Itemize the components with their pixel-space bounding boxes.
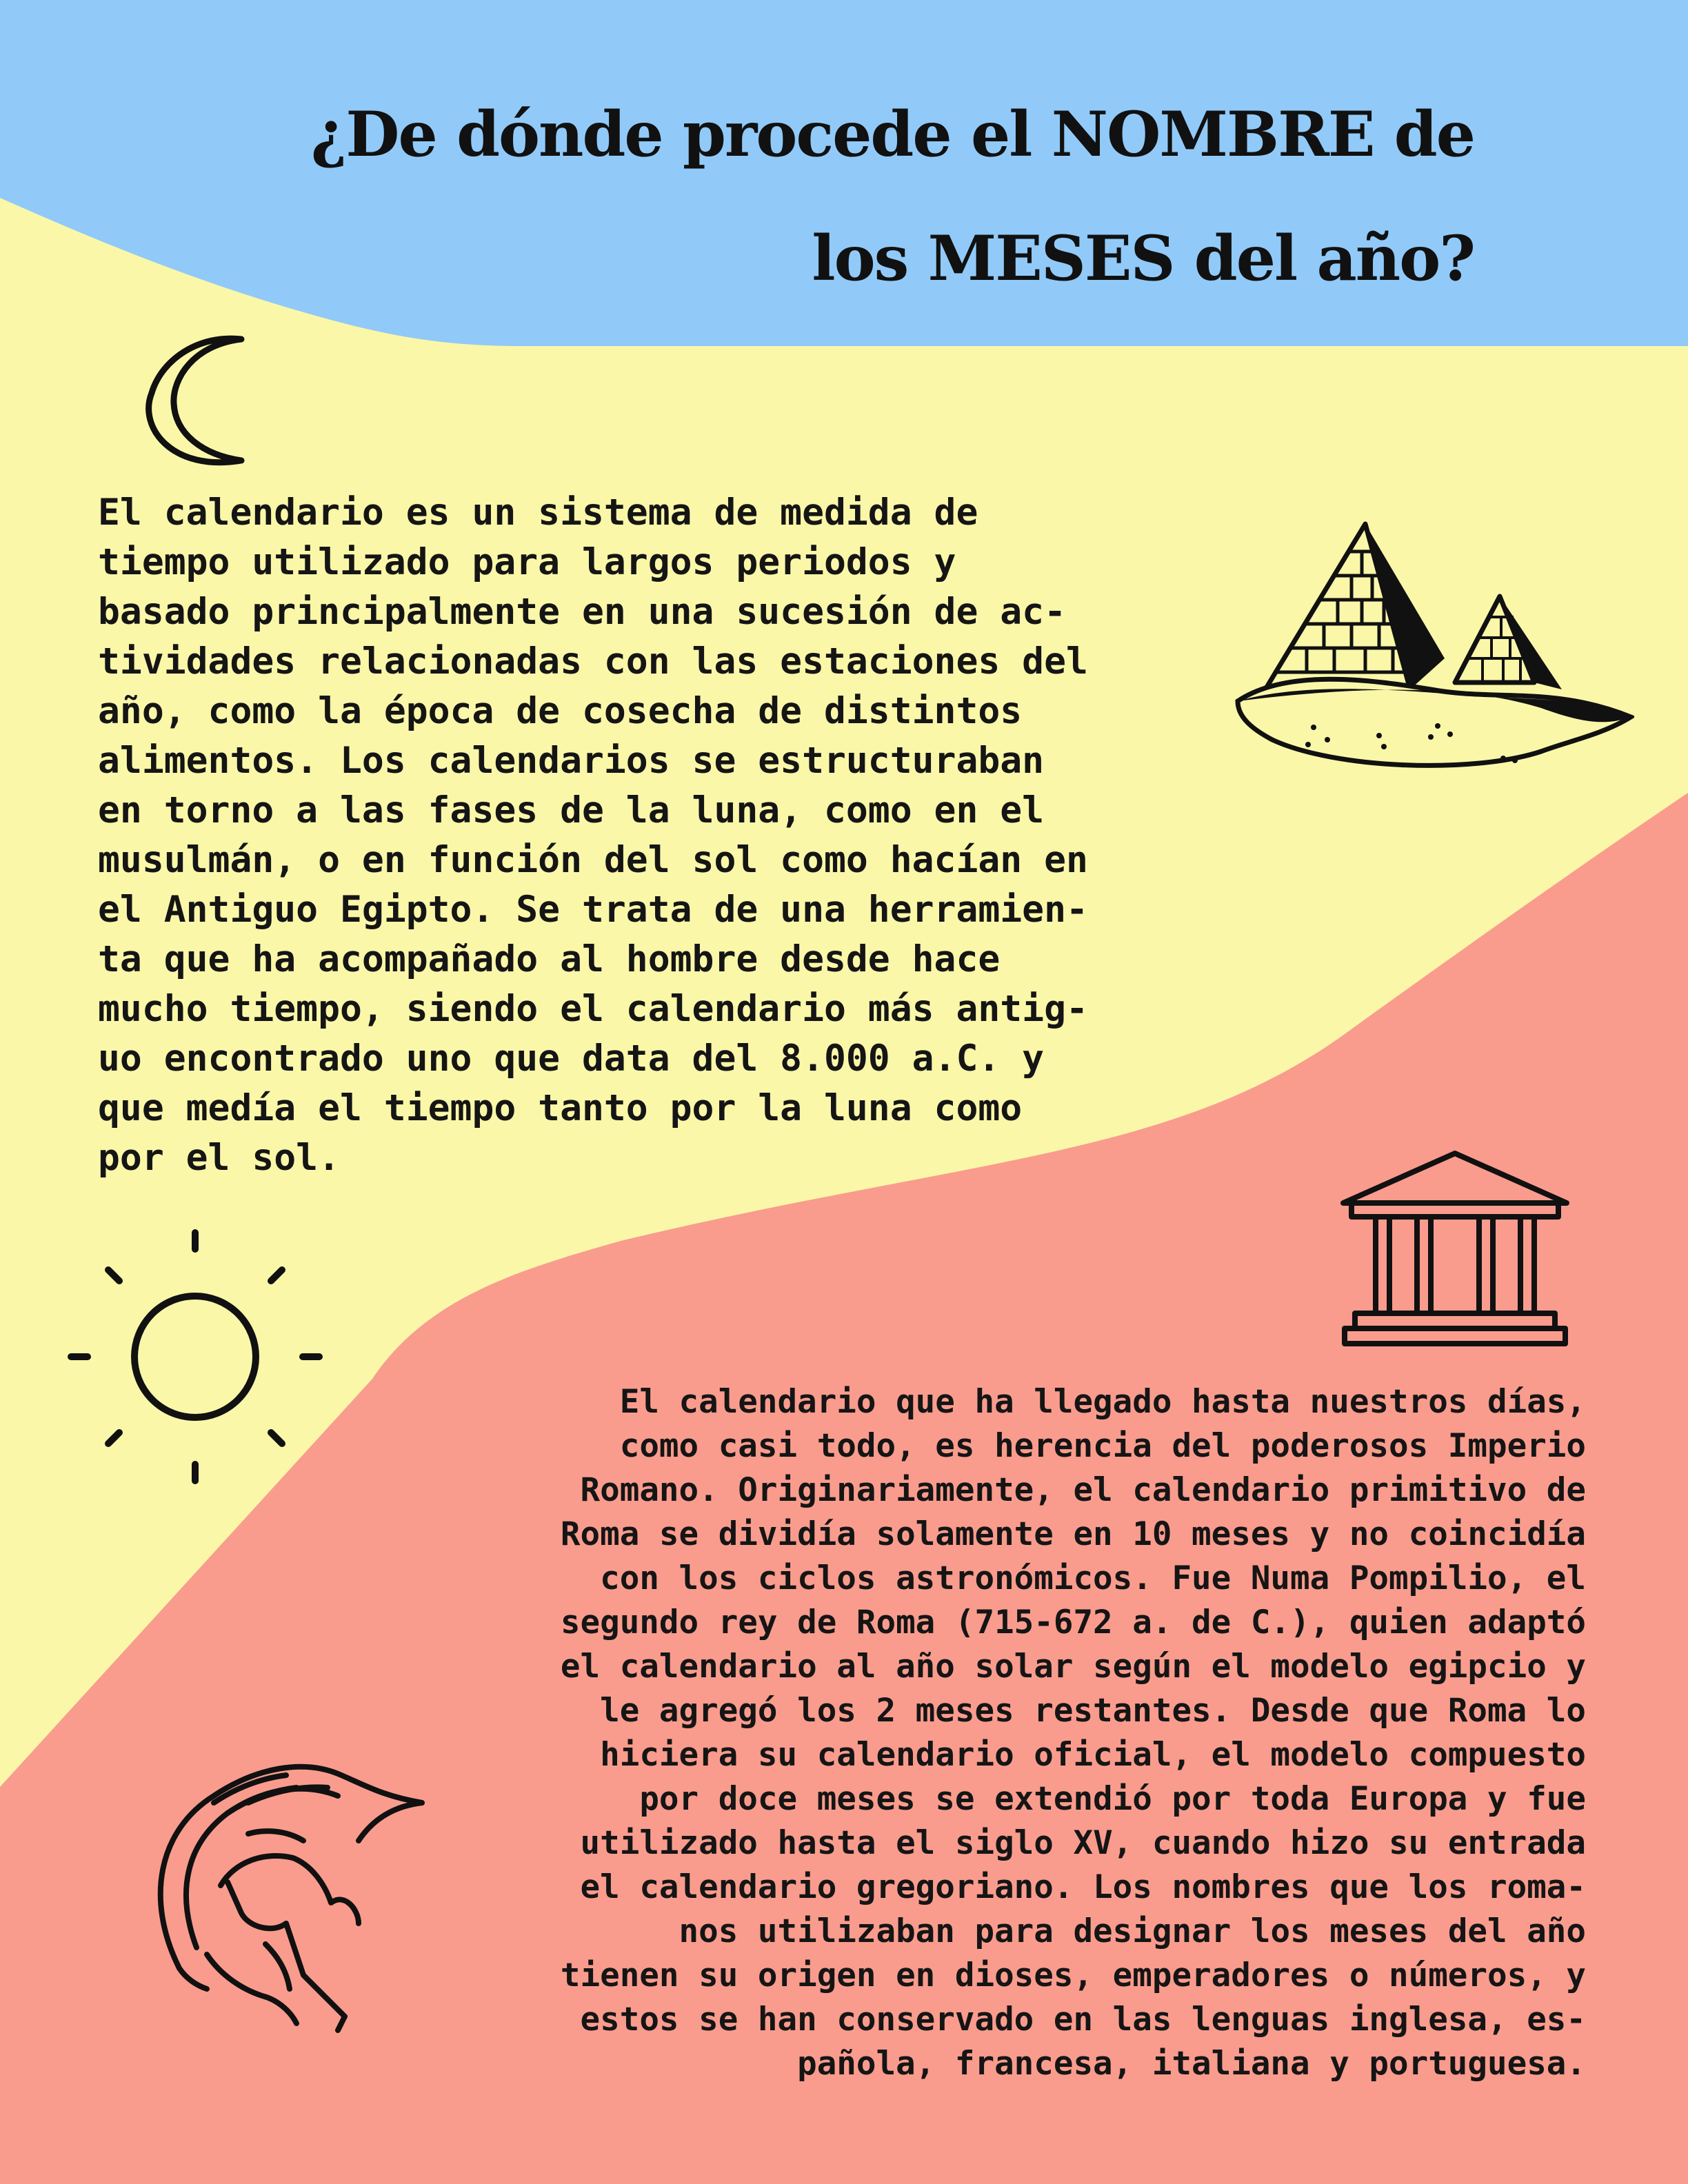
roman-helmet-icon <box>138 1748 428 2037</box>
sun-icon <box>66 1227 328 1489</box>
page-title-line-2: los MESES del año? <box>812 222 1474 295</box>
crescent-moon-icon <box>145 331 248 469</box>
pyramids-icon <box>1231 520 1634 776</box>
egypt-calendar-paragraph: El calendario es un sistema de medida de tiempo utilizado para largos periodos y basado principalmente en una sucesión de ac- tividades relacionadas con las estaciones del año, como la época de cosecha de distintos alimentos. Los calendarios se estructuraban en torno a las fases de la luna, como en el musulmán, o en función del sol como hacían en el Antiguo Egipto. Se trata de una herramien- ta que ha acompañado al hombre desde hace mucho tiempo, siendo el calendario más antig- uo encontrado uno que data del 8.000 a.C. y que medía el tiempo tanto por la luna como por el sol. <box>98 492 1088 1179</box>
page-title-line-1: ¿De dónde procede el NOMBRE de <box>310 98 1474 171</box>
greek-temple-icon <box>1338 1148 1572 1355</box>
roman-calendar-paragraph: El calendario que ha llegado hasta nuestros días, como casi todo, es herencia del poderosos Imperio Romano. Originariamente, el calendario primitivo de Roma se dividía solamente en 10 meses y no coincidía con los ciclos astronómicos. Fue Numa Pompilio, el segundo rey de Roma (715-672 a. de C.), quien adaptó el calendario al año solar según el modelo egipcio y le agregó los 2 meses restantes. Desde que Roma lo hiciera su calendario oficial, el modelo compuesto por doce meses se extendió por toda Europa y fue utilizado hasta el siglo XV, cuando hizo su entrada el calendario gregoriano. Los nombres que los roma- nos utilizaban para designar los meses del año tienen su origen en dioses, emperadores o números, y estos se han conservado en las lenguas inglesa, es- pañola, francesa, italiana y portuguesa. <box>560 1383 1586 2083</box>
